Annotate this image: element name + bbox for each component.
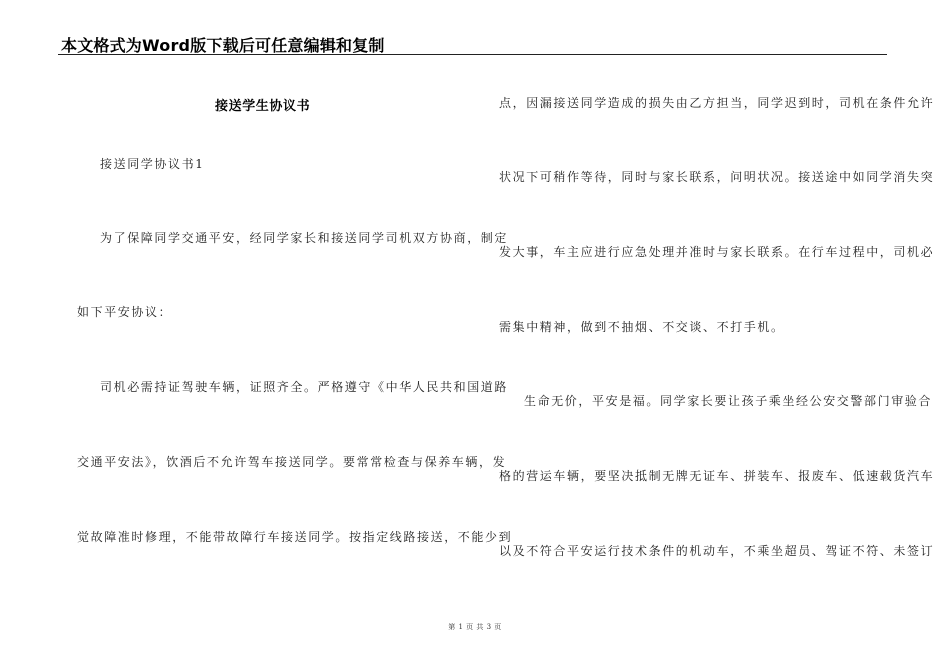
paragraph-line: 点，因漏接送同学造成的损失由乙方担当，同学迟到时，司机在条件允许 [499,96,935,110]
page-number: 第 1 页 共 3 页 [448,623,502,631]
paragraph-line: 交通平安法》，饮酒后不允许驾车接送同学。要常常检查与保养车辆，发 [77,455,507,469]
document-title: 接送学生协议书 [215,99,311,114]
paragraph-line: 状况下可稍作等待，同时与家长联系，问明状况。接送途中如同学消失突 [499,170,935,184]
header-divider [58,54,887,55]
paragraph-line: 生命无价，平安是福。同学家长要让孩子乘坐经公安交警部门审验合 [524,394,933,408]
paragraph-line: 发大事，车主应进行应急处理并准时与家长联系。在行车过程中，司机必 [499,245,935,259]
paragraph-line: 觉故障准时修理，不能带故障行车接送同学。按指定线路接送，不能少到 [77,530,513,544]
paragraph-line: 接送同学协议书1 [100,157,205,171]
paragraph-line: 以及不符合平安运行技术条件的机动车，不乘坐超员、驾证不符、未签订 [499,544,935,558]
paragraph-line: 为了保障同学交通平安，经同学家长和接送同学司机双方协商，制定 [100,231,509,245]
paragraph-line: 如下平安协议： [77,305,173,319]
paragraph-line: 格的营运车辆，要坚决抵制无牌无证车、拼装车、报废车、低速载货汽车 [499,469,935,483]
paragraph-line: 需集中精神，做到不抽烟、不交谈、不打手机。 [499,320,785,334]
paragraph-line: 司机必需持证驾驶车辆，证照齐全。严格遵守《中华人民共和国道路 [100,380,509,394]
download-banner: 本文格式为Word版下载后可任意编辑和复制 [61,36,385,55]
